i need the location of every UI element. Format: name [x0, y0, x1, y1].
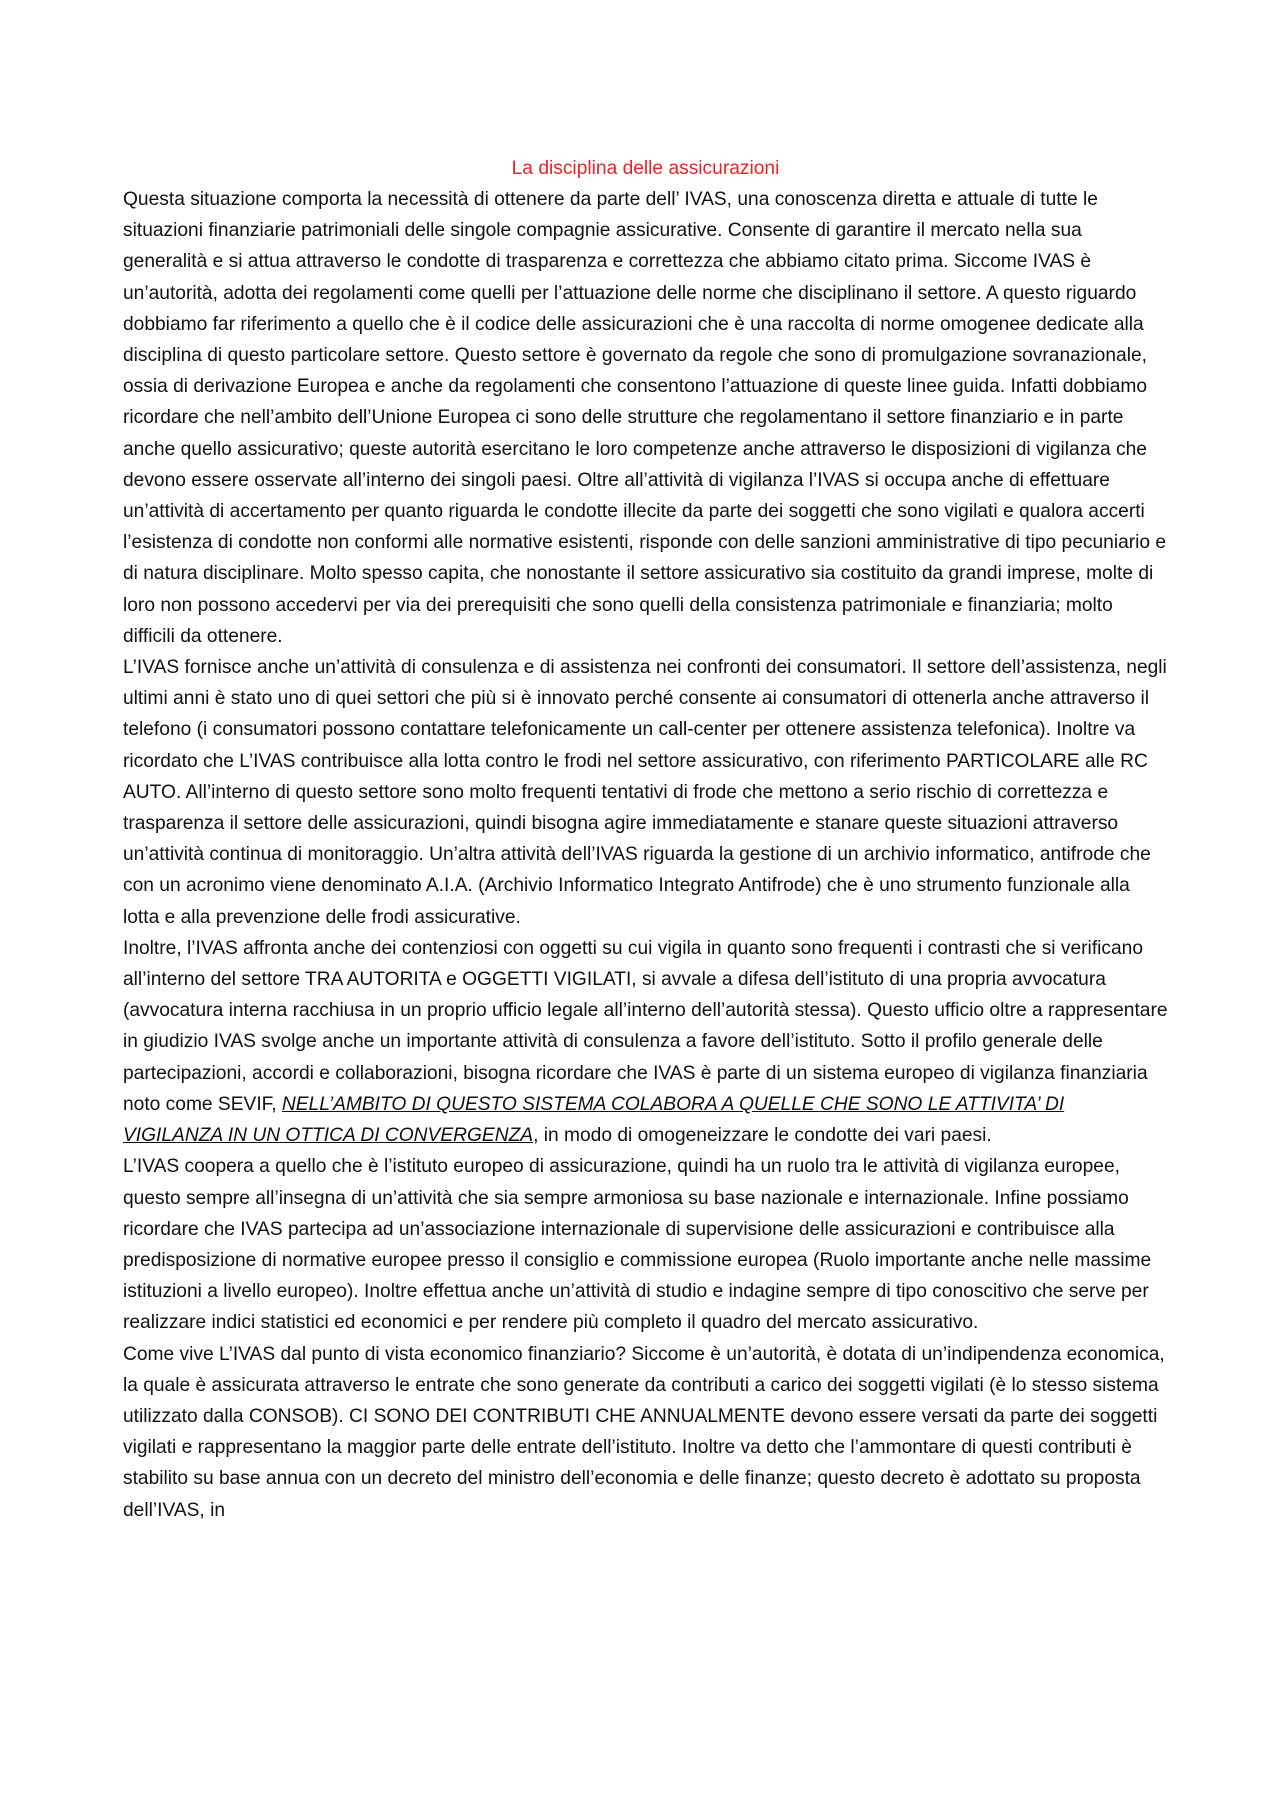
paragraph-5: Come vive L’IVAS dal punto di vista economico finanziario? Siccome è un’autorità, è dotata di un’indipendenza economica, la quale è assicurata attraverso le entrate che sono generate da contributi a carico dei soggetti vigilati (è lo stesso sistema utilizzato dalla CONSOB). CI SONO DEI CONTRIBUTI CHE ANNUALMENTE devono essere versati da parte dei soggetti vigilati e rappresentano la maggior parte delle entrate dell’istituto. Inoltre va detto che l’ammontare di questi contributi è stabilito su base annua con un decreto del ministro dell’economia e delle finanze; questo decreto è adottato su proposta dell’IVAS, in: [123, 1343, 1165, 1521]
paragraph-3-text-before: Inoltre, l’IVAS affronta anche dei contenziosi con oggetti su cui vigila in quanto sono frequenti i contrasti che si verificano all’interno del settore TRA AUTORITA e OGGETTI VIGILATI, si avvale a difesa dell’istituto di una propria avvocatura (avvocatura interna racchiusa in un proprio ufficio legale all’interno dell’autorità stessa). Questo ufficio oltre a rappresentare in giudizio IVAS svolge anche un importante attività di consulenza a favore dell’istituto. Sotto il profilo generale delle partecipazioni, accordi e collaborazioni, bisogna ricordare che IVAS è parte di un sistema europeo di vigilanza finanziaria noto come SEVIF,: [123, 937, 1168, 1115]
paragraph-4: L’IVAS coopera a quello che è l’istituto europeo di assicurazione, quindi ha un ruolo tra le attività di vigilanza europee, questo sempre all’insegna di un’attività che sia sempre armoniosa su base nazionale e internazionale. Infine possiamo ricordare che IVAS partecipa ad un’associazione internazionale di supervisione delle assicurazioni e contribuisce alla predisposizione di normative europee presso il consiglio e commissione europea (Ruolo importante anche nelle massime istituzioni a livello europeo). Inoltre effettua anche un’attività di studio e indagine sempre di tipo conoscitivo che serve per realizzare indici statistici ed economici e per rendere più completo il quadro del mercato assicurativo.: [123, 1156, 1152, 1334]
document-body: [123, 153, 1168, 1526]
paragraph-3: [123, 933, 1168, 1151]
paragraph-1: Questa situazione comporta la necessità di ottenere da parte dell’ IVAS, una conoscenza diretta e attuale di tutte le situazioni finanziarie patrimoniali delle singole compagnie assicurative. Consente di garantire il mercato nella sua generalità e si attua attraverso le condotte di trasparenza e correttezza che abbiamo citato prima. Siccome IVAS è un’autorità, adotta dei regolamenti come quelli per l’attuazione delle norme che disciplinano il settore. A questo riguardo dobbiamo far riferimento a quello che è il codice delle assicurazioni che è una raccolta di norme omogenee dedicate alla disciplina di questo particolare settore. Questo settore è governato da regole che sono di promulgazione sovranazionale, ossia di derivazione Europea e anche da regolamenti che consentono l’attuazione di queste linee guida. Infatti dobbiamo ricordare che nell’ambito dell’Unione Europea ci sono delle strutture che regolamentano il settore finanziario e in parte anche quello assicurativo; queste autorità esercitano le loro competenze anche attraverso le disposizioni di vigilanza che devono essere osservate all’interno dei singoli paesi. Oltre all’attività di vigilanza l’IVAS si occupa anche di effettuare un’attività di accertamento per quanto riguarda le condotte illecite da parte dei soggetti che sono vigilati e qualora accerti l’esistenza di condotte non conformi alle normative esistenti, risponde con delle sanzioni amministrative di tipo pecuniario e di natura disciplinare. Molto spesso capita, che nonostante il settore assicurativo sia costituito da grandi imprese, molte di loro non possono accedervi per via dei prerequisiti che sono quelli della consistenza patrimoniale e finanziaria; molto difficili da ottenere.: [123, 189, 1167, 647]
document-title: La disciplina delle assicurazioni: [511, 158, 780, 179]
paragraph-3-emphasis: NELL’AMBITO DI QUESTO SISTEMA COLABORA A QUELLE CHE SONO LE ATTIVITA’ DI VIGILANZA IN UN OTTICA DI CONVERGENZA: [123, 1093, 1065, 1147]
paragraph-2: L’IVAS fornisce anche un’attività di consulenza e di assistenza nei confronti dei consumatori. Il settore dell’assistenza, negli ultimi anni è stato uno di quei settori che più si è innovato perché consente ai consumatori di ottenerla anche attraverso il telefono (i consumatori possono contattare telefonicamente un call-center per ottenere assistenza telefonica). Inoltre va ricordato che L’IVAS contribuisce alla lotta contro le frodi nel settore assicurativo, con riferimento PARTICOLARE alle RC AUTO. All’interno di questo settore sono molto frequenti tentativi di frode che mettono a serio rischio di correttezza e trasparenza il settore delle assicurazioni, quindi bisogna agire immediatamente e stanare queste situazioni attraverso un’attività continua di monitoraggio. Un’altra attività dell’IVAS riguarda la gestione di un archivio informatico, antifrode che con un acronimo viene denominato A.I.A. (Archivio Informatico Integrato Antifrode) che è uno strumento funzionale alla lotta e alla prevenzione delle frodi assicurative.: [123, 657, 1167, 928]
paragraph-3-text-after: , in modo di omogeneizzare le condotte dei vari paesi.: [533, 1125, 992, 1147]
